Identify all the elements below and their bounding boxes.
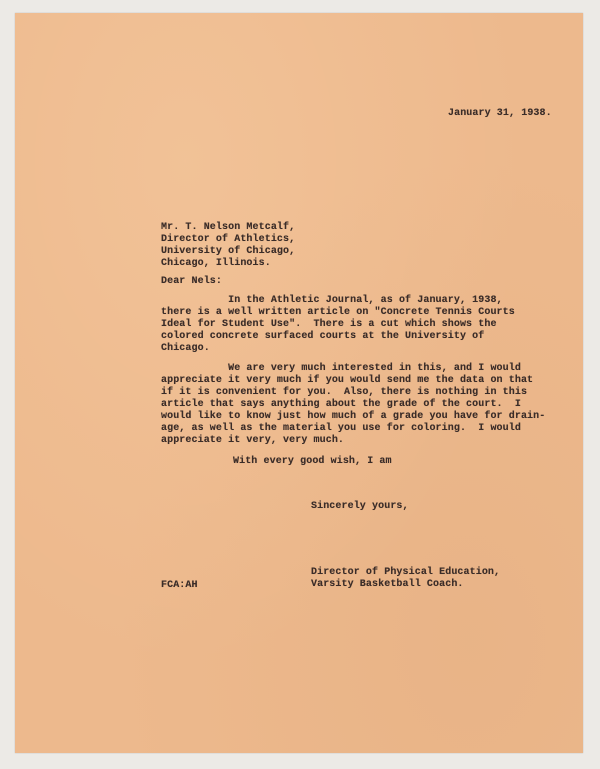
paragraph-line: colored concrete surfaced courts at the University of bbox=[161, 331, 485, 342]
recipient-line: University of Chicago, bbox=[161, 246, 296, 257]
body-paragraph-2 bbox=[161, 363, 545, 447]
title-line: Varsity Basketball Coach. bbox=[311, 579, 464, 590]
paragraph-line: there is a well written article on "Concrete Tennis Courts bbox=[161, 307, 515, 318]
paragraph-line: Chicago. bbox=[161, 343, 210, 354]
paragraph-line: would like to know just how much of a grade you have for drain- bbox=[161, 411, 546, 422]
title-line: Director of Physical Education, bbox=[311, 567, 501, 578]
letter-date: January 31, 1938. bbox=[448, 108, 552, 119]
recipient-line: Chicago, Illinois. bbox=[161, 258, 271, 269]
paragraph-line: appreciate it very much if you would send me the data on that bbox=[161, 375, 534, 386]
paragraph-line: age, as well as the material you use for coloring. I would bbox=[161, 423, 521, 434]
salutation: Dear Nels: bbox=[161, 276, 223, 287]
closing-line: With every good wish, I am bbox=[233, 456, 392, 467]
paragraph-line: Ideal for Student Use". There is a cut which shows the bbox=[161, 319, 497, 330]
recipient-line: Director of Athletics, bbox=[161, 234, 296, 245]
letter-page bbox=[15, 13, 583, 753]
paragraph-line: In the Athletic Journal, as of January, 1938, bbox=[161, 295, 503, 306]
recipient-address bbox=[161, 222, 295, 270]
body-paragraph-1 bbox=[161, 295, 515, 355]
paragraph-line: if it is convenient for you. Also, there is nothing in this bbox=[161, 387, 528, 398]
signoff: Sincerely yours, bbox=[311, 501, 409, 512]
paragraph-line: article that says anything about the grade of the court. I bbox=[161, 399, 521, 410]
paragraph-line: appreciate it very, very much. bbox=[161, 435, 345, 446]
paragraph-line: We are very much interested in this, and I would bbox=[161, 363, 521, 374]
signature-title-block bbox=[311, 567, 500, 591]
typist-initials: FCA:AH bbox=[161, 580, 198, 591]
recipient-line: Mr. T. Nelson Metcalf, bbox=[161, 222, 296, 233]
